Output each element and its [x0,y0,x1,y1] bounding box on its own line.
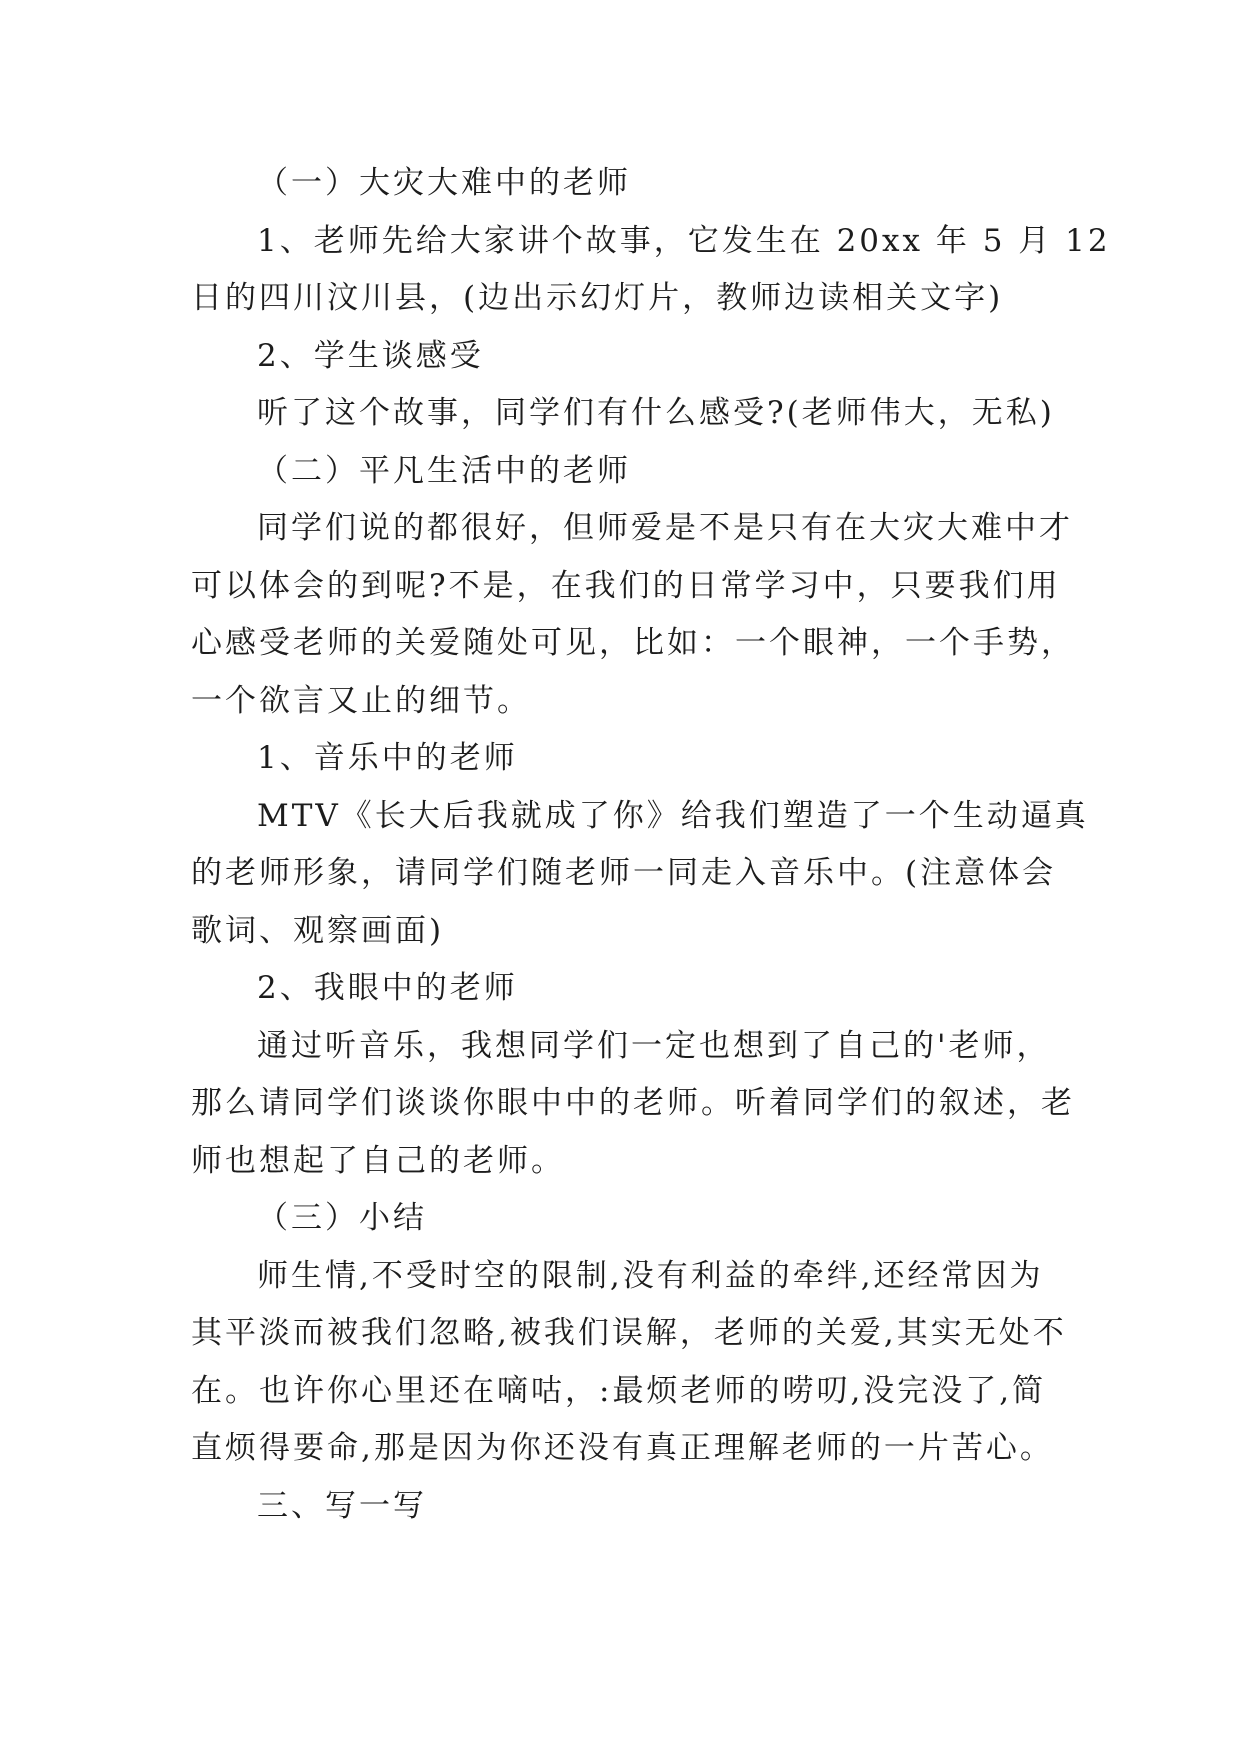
paragraph-line: 其平淡而被我们忽略,被我们误解，老师的关爱,其实无处不 [191,1315,1067,1351]
paragraph-line: 可以体会的到呢?不是，在我们的日常学习中，只要我们用 [191,568,1061,604]
paragraph-line: 1、老师先给大家讲个故事，它发生在 20xx 年 5 月 12 [257,223,1111,259]
paragraph-line: 通过听音乐，我想同学们一定也想到了自己的'老师， [257,1028,1051,1064]
section-heading-3: （三）小结 [257,1200,427,1236]
subheading: 2、学生谈感受 [257,338,484,374]
paragraph-line: 师生情,不受时空的限制,没有利益的牵绊,还经常因为 [257,1258,1044,1294]
paragraph-line: 日的四川汶川县，(边出示幻灯片，教师边读相关文字) [191,280,1004,316]
paragraph-line: 在。也许你心里还在嘀咕，:最烦老师的唠叨,没完没了,简 [191,1373,1047,1409]
section-heading-4: 三、写一写 [257,1488,427,1524]
paragraph-line: 歌词、观察画面) [191,913,445,949]
paragraph-line: 直烦得要命,那是因为你还没有真正理解老师的一片苦心。 [191,1430,1054,1466]
subheading: 1、音乐中的老师 [257,740,518,776]
subheading: 2、我眼中的老师 [257,970,518,1006]
paragraph-line: 一个欲言又止的细节。 [191,683,531,719]
paragraph-line: 那么请同学们谈谈你眼中中的老师。听着同学们的叙述，老 [191,1085,1075,1121]
paragraph-line: 的老师形象，请同学们随老师一同走入音乐中。(注意体会 [191,855,1057,891]
paragraph-line: 师也想起了自己的老师。 [191,1143,565,1179]
section-heading-1: （一）大灾大难中的老师 [257,165,631,201]
section-heading-2: （二）平凡生活中的老师 [257,453,631,489]
paragraph-line: 听了这个故事，同学们有什么感受?(老师伟大，无私) [257,395,1055,431]
paragraph-line: MTV《长大后我就成了你》给我们塑造了一个生动逼真 [257,798,1089,834]
paragraph-line: 同学们说的都很好，但师爱是不是只有在大灾大难中才 [257,510,1073,546]
paragraph-line: 心感受老师的关爱随处可见，比如：一个眼神，一个手势， [191,625,1075,661]
